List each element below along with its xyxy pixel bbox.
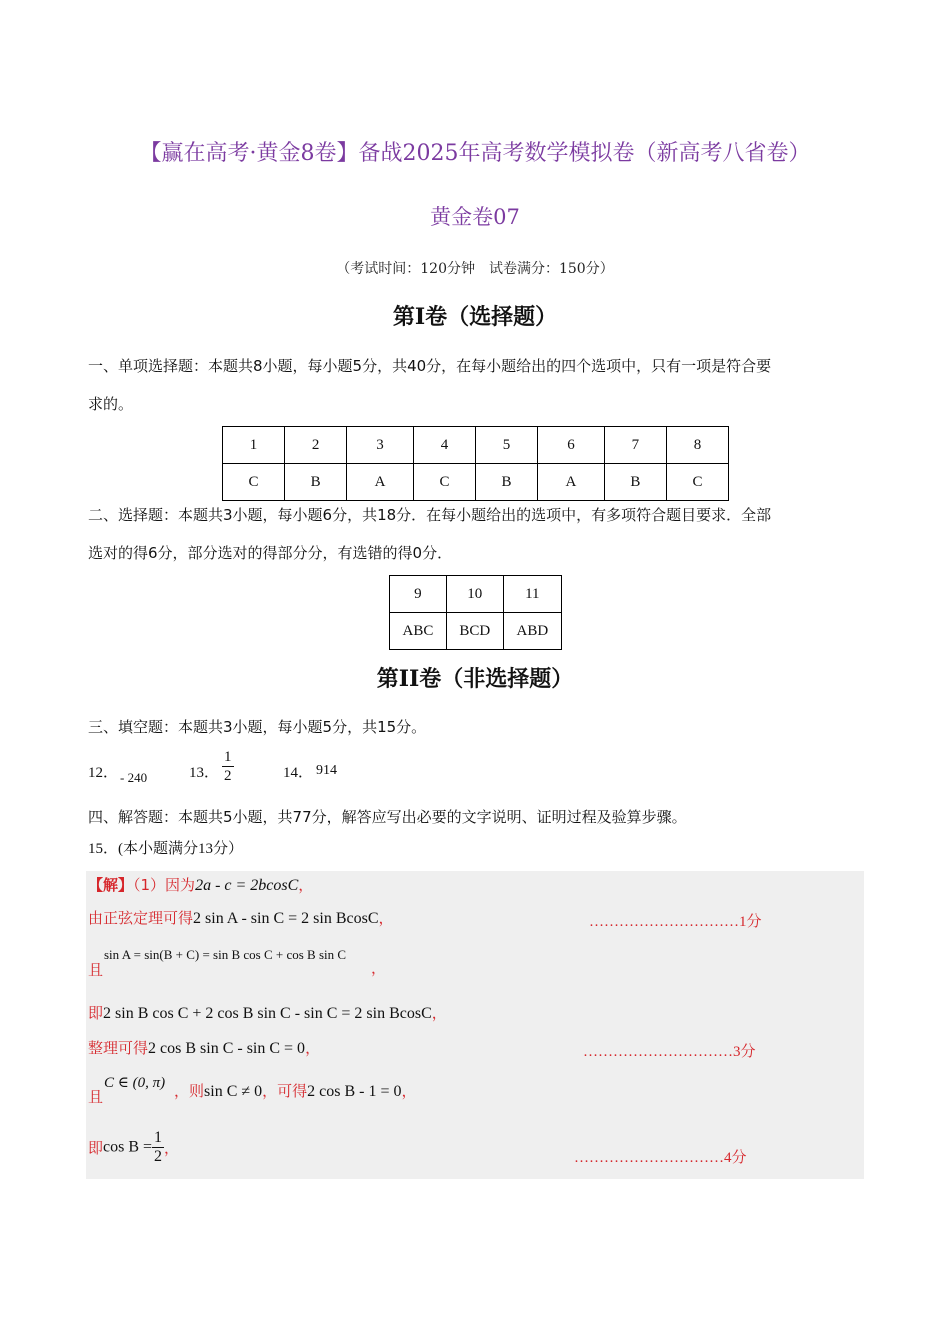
part1-title: 第I卷（选择题） bbox=[392, 304, 558, 330]
table-cell: ABC bbox=[390, 613, 447, 650]
table-cell: B bbox=[604, 464, 666, 501]
numerator: 1 bbox=[154, 1129, 163, 1146]
q12-answer: - 240 bbox=[120, 770, 148, 785]
q14-answer: 914 bbox=[316, 763, 337, 778]
section1-line2: 求的。 bbox=[88, 395, 134, 413]
solution-text: （1）因为 bbox=[133, 876, 196, 894]
table-cell: 10 bbox=[446, 576, 503, 613]
document-title: 【赢在高考·黄金8卷】备战2025年高考数学模拟卷（新高考八省卷） bbox=[139, 141, 811, 166]
formula: C ∈ (0, π) bbox=[104, 1075, 166, 1091]
table-cell: C bbox=[666, 464, 728, 501]
table-cell: C bbox=[413, 464, 475, 501]
table-cell: A bbox=[538, 464, 605, 501]
formula: 2 sin A - sin C = 2 sin BcosC bbox=[193, 910, 379, 927]
solution-line-4 bbox=[88, 1002, 447, 1023]
solution-line-1 bbox=[88, 874, 313, 895]
section1-instructions bbox=[88, 347, 868, 423]
table-cell: 3 bbox=[347, 427, 414, 464]
q13-numerator: 1 bbox=[224, 749, 232, 765]
formula: sin C ≠ 0 bbox=[204, 1083, 263, 1100]
table-cell: BCD bbox=[446, 613, 503, 650]
section4-instructions: 四、解答题：本题共5小题，共77分，解答应写出必要的文字说明、证明过程及验算步骤。 bbox=[88, 808, 687, 826]
table-cell: B bbox=[475, 464, 537, 501]
section2-instructions bbox=[88, 496, 868, 572]
solution-text: ，可得 bbox=[262, 1082, 308, 1100]
q13-denominator: 2 bbox=[224, 768, 232, 784]
fill-answers bbox=[88, 748, 488, 792]
solution-line-7 bbox=[88, 1129, 179, 1166]
multi-choice-answer-table bbox=[389, 575, 562, 650]
table-row bbox=[223, 464, 729, 501]
punctuation: ， bbox=[431, 1004, 447, 1022]
table-cell: A bbox=[347, 464, 414, 501]
score-marker-3: …………………………3分 bbox=[583, 1044, 756, 1060]
table-row bbox=[390, 576, 562, 613]
table-cell: ABD bbox=[503, 613, 561, 650]
solution-line-5 bbox=[88, 1037, 320, 1058]
solution-text: 即 bbox=[88, 1139, 104, 1157]
solution-block bbox=[86, 871, 864, 1179]
denominator: 2 bbox=[154, 1148, 163, 1165]
table-cell: 11 bbox=[503, 576, 561, 613]
section2-line2: 选对的得6分，部分选对的得部分分，有选错的得0分． bbox=[88, 544, 453, 562]
q13-answer-fraction bbox=[222, 748, 234, 785]
formula: 2 cos B - 1 = 0 bbox=[307, 1083, 402, 1100]
score-marker-1: …………………………1分 bbox=[589, 914, 762, 930]
section3-instructions: 三、填空题：本题共3小题，每小题5分，共15分。 bbox=[88, 718, 427, 736]
score-marker-4: …………………………4分 bbox=[574, 1150, 747, 1166]
q14-label: 14． bbox=[283, 765, 314, 781]
table-cell: 8 bbox=[666, 427, 728, 464]
solution-tag: 【解】 bbox=[88, 876, 134, 894]
solution-line-3-label: 且 bbox=[88, 961, 104, 979]
solution-text: 且 bbox=[88, 1088, 104, 1106]
q13-label: 13． bbox=[189, 765, 220, 781]
formula: 2 sin B cos C + 2 cos B sin C - sin C = 2 sin BcosC bbox=[103, 1005, 432, 1022]
table-cell: 6 bbox=[538, 427, 605, 464]
table-row bbox=[390, 613, 562, 650]
formula: 2a - c = 2bcosC bbox=[195, 877, 299, 894]
table-cell: 4 bbox=[413, 427, 475, 464]
q12-label: 12． bbox=[88, 765, 119, 781]
punctuation: ， bbox=[164, 1139, 180, 1157]
solution-line-6-rest bbox=[174, 1080, 417, 1101]
solution-line-3-formula bbox=[104, 944, 346, 963]
formula: cos B = bbox=[103, 1138, 153, 1156]
formula: sin A = sin(B + C) = sin B cos C + cos B sin C bbox=[104, 947, 347, 962]
punctuation: ， bbox=[401, 1082, 417, 1100]
solution-text: 即 bbox=[88, 1004, 104, 1022]
punctuation: ， bbox=[371, 959, 387, 977]
punctuation: ， bbox=[378, 909, 394, 927]
table-cell: 5 bbox=[475, 427, 537, 464]
table-cell: 9 bbox=[390, 576, 447, 613]
table-cell: 7 bbox=[604, 427, 666, 464]
solution-line-2 bbox=[88, 907, 394, 928]
table-cell: C bbox=[223, 464, 285, 501]
exam-info: （考试时间：120分钟 试卷满分：150分） bbox=[336, 261, 614, 277]
solution-text: 由正弦定理可得 bbox=[88, 909, 194, 927]
table-cell: B bbox=[285, 464, 347, 501]
part2-title: 第II卷（非选择题） bbox=[376, 666, 574, 692]
table-row bbox=[223, 427, 729, 464]
solution-line-6-interval bbox=[104, 1072, 165, 1092]
solution-text: ，则 bbox=[174, 1082, 205, 1100]
punctuation: ， bbox=[298, 876, 314, 894]
single-choice-answer-table bbox=[222, 426, 729, 501]
table-cell: 1 bbox=[223, 427, 285, 464]
fraction bbox=[152, 1129, 164, 1166]
punctuation: ， bbox=[305, 1039, 321, 1057]
formula: 2 cos B sin C - sin C = 0 bbox=[148, 1040, 306, 1057]
solution-line-6 bbox=[88, 1086, 103, 1107]
section2-line1: 二、选择题：本题共3小题，每小题6分，共18分．在每小题给出的选项中，有多项符合题目要求．全部 bbox=[88, 506, 772, 524]
document-subtitle: 黄金卷07 bbox=[430, 205, 520, 229]
q15-header: 15．(本小题满分13分） bbox=[88, 841, 243, 857]
table-cell: 2 bbox=[285, 427, 347, 464]
section1-line1: 一、单项选择题：本题共8小题，每小题5分，共40分，在每小题给出的四个选项中，只有一项是符合要 bbox=[88, 357, 772, 375]
solution-text: 整理可得 bbox=[88, 1039, 149, 1057]
